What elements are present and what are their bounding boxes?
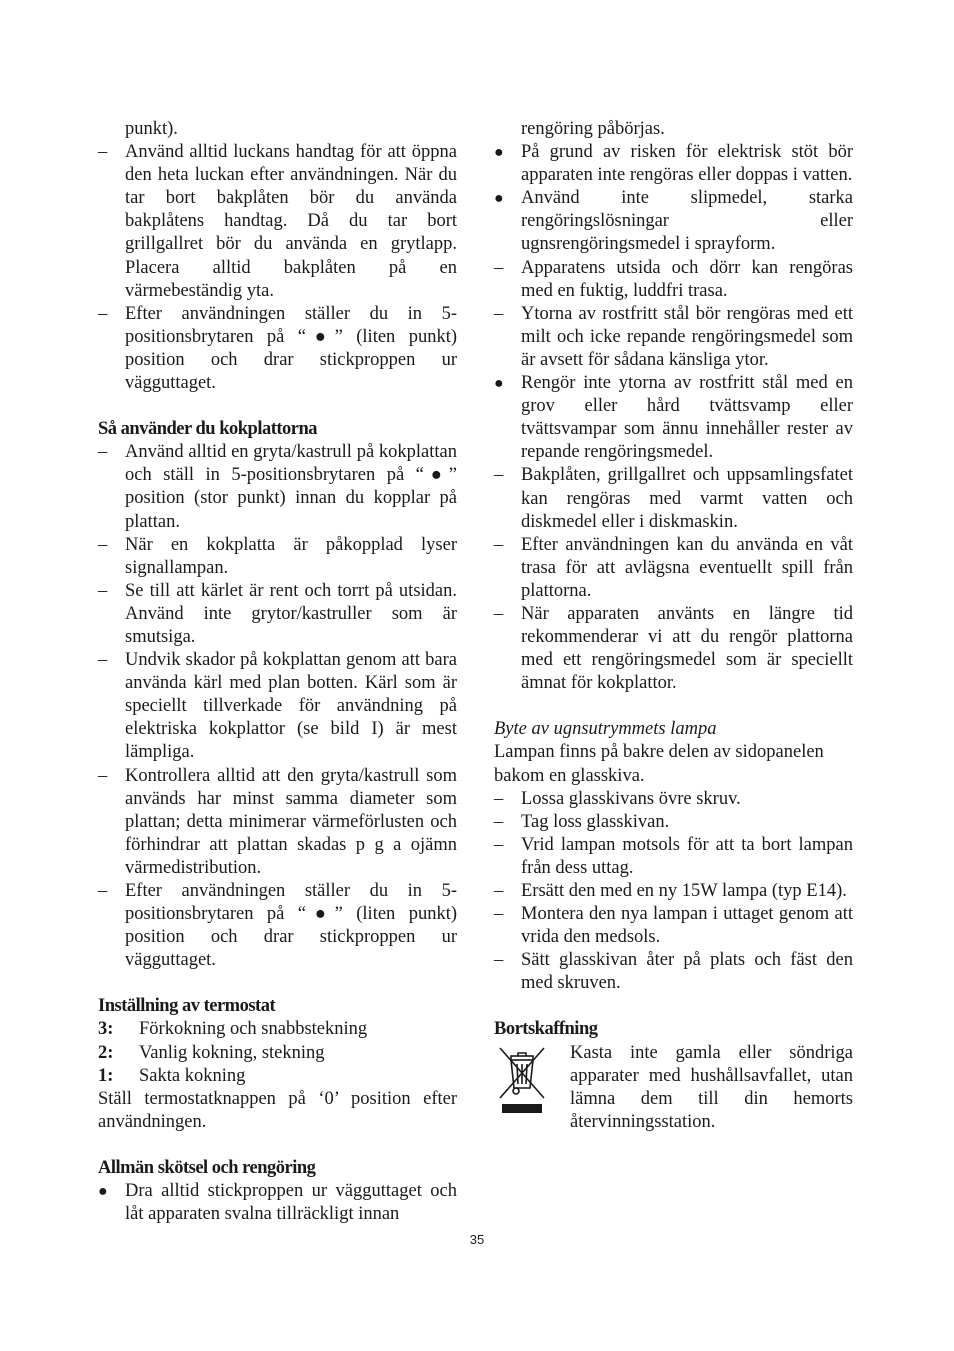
list-item-text: Ytorna av rostfritt stål bör rengöras med ett milt och icke repande rengöringsmedel som är avsett för sådana känsliga ytor.: [521, 303, 853, 370]
list-item-text: Efter användningen ställer du in 5-positionsbrytaren på “●” (liten punkt) position och drar stickproppen ur vägguttaget.: [125, 303, 457, 394]
continued-text: rengöring påbörjas.: [521, 119, 665, 139]
continued-text: punkt).: [125, 119, 178, 139]
dash-marker: –: [494, 834, 504, 855]
dash-marker: –: [494, 881, 504, 901]
list-item: [494, 788, 853, 811]
dash-marker: –: [98, 580, 108, 601]
list-item: [98, 880, 457, 972]
dash-marker: –: [494, 904, 504, 925]
dash-marker: –: [98, 142, 108, 163]
list-item-text: Kontrollera alltid att den gryta/kastrull som används har minst samma diameter som plattan; detta minimerar värmeförlusten och förhindrar att plattan skadas p g a ojämn värmedistribution.: [125, 765, 457, 878]
thermostat-setting: [98, 1065, 457, 1088]
list-item: [494, 187, 853, 256]
page-number: 35: [469, 1232, 485, 1247]
list-item: [494, 603, 853, 695]
setting-number: 3:: [98, 1019, 114, 1040]
list-item: [494, 372, 853, 464]
list-item-text: När apparaten använts en längre tid rekommenderar vi att du rengör plattorna med ett rengöringsmedel som är speciellt ämnat för kokplattor.: [521, 603, 853, 694]
dash-marker: –: [494, 257, 504, 278]
dash-marker: –: [494, 303, 504, 324]
thermostat-note: Ställ termostatknappen på ‘0’ position efter användningen.: [98, 1088, 457, 1132]
list-item: [98, 1180, 457, 1226]
disposal-text: Kasta inte gamla eller söndriga apparater med hushållsavfallet, utan lämna dem till din hemorts återvinningsstation.: [570, 1042, 853, 1132]
dash-marker: –: [494, 534, 504, 555]
list-item-text: Undvik skador på kokplattan genom att bara använda kärl med plan botten. Kärl som är speciellt tillverkade för användning på elektriska kokplattor (se bild I) är mest lämpliga.: [125, 650, 457, 763]
list-item: [98, 534, 457, 580]
setting-label: Förkokning och snabbstekning: [139, 1019, 368, 1040]
list-item-text: Apparatens utsida och dörr kan rengöras med en fuktig, luddfri trasa.: [521, 257, 853, 301]
setting-number: 2:: [98, 1042, 114, 1063]
list-item-text: Använd alltid luckans handtag för att öppna den heta luckan efter användningen. När du tar bort bakplåten bör du använda bakplåtens handtag. Då du tar bort grillgallret bör du använda en grytlapp. Placera alltid bakplåten på en värmebeständig yta.: [125, 142, 457, 301]
list-item: [494, 811, 853, 834]
thermostat-setting: [98, 1042, 457, 1065]
list-item-text: Sätt glasskivan åter på plats och fäst den med skruven.: [521, 950, 853, 994]
list-item-text: Montera den nya lampan i uttaget genom att vrida den medsols.: [521, 904, 853, 948]
list-item-text: Dra alltid stickproppen ur vägguttaget och låt apparaten svalna tillräckligt innan: [125, 1181, 457, 1225]
dash-marker: –: [494, 950, 504, 971]
section-heading-disposal: Bortskaffning: [494, 1019, 598, 1040]
list-item: [98, 580, 457, 649]
section-heading-lamp: Byte av ugnsutrymmets lampa: [494, 719, 717, 740]
list-item-text: När en kokplatta är påkopplad lyser signallampan.: [125, 534, 457, 578]
list-item: [494, 903, 853, 949]
list-item-text: Bakplåten, grillgallret och uppsamlingsfatet kan rengöras med varmt vatten och diskmedel eller i diskmaskin.: [521, 465, 853, 532]
dash-marker: –: [98, 534, 108, 555]
list-item: [98, 765, 457, 880]
list-item: [494, 464, 853, 533]
crossed-out-wheelie-bin-icon: [494, 1044, 550, 1116]
dash-marker: –: [494, 811, 504, 832]
dash-marker: –: [494, 603, 504, 624]
list-item: [98, 141, 457, 303]
list-item: [98, 303, 457, 395]
disposal-block: [494, 1042, 853, 1134]
list-item: [494, 834, 853, 880]
list-item-text: Tag loss glasskivan.: [521, 811, 670, 832]
bullet-marker: ●: [494, 144, 504, 162]
thermostat-setting: [98, 1018, 457, 1041]
list-item-text: Lossa glasskivans övre skruv.: [521, 788, 741, 809]
list-item-text: Ersätt den med en ny 15W lampa (typ E14).: [521, 881, 847, 901]
lamp-intro: Lampan finns på bakre delen av sidopanelen bakom en glasskiva.: [494, 742, 824, 786]
bullet-marker: ●: [98, 1183, 108, 1201]
bullet-marker: ●: [494, 375, 504, 393]
setting-number: 1:: [98, 1065, 114, 1086]
left-column: [98, 118, 457, 1226]
list-item-text: Använd inte slipmedel, starka rengöringslösningar eller ugnsrengöringsmedel i sprayform.: [521, 188, 853, 255]
dash-marker: –: [494, 788, 504, 809]
dash-marker: –: [98, 765, 108, 786]
list-item: [494, 949, 853, 995]
list-item-text: Rengör inte ytorna av rostfritt stål med en grov eller hård tvättsvamp eller tvättsvampar som ännu innehåller rester av repande rengöringsmedel.: [521, 373, 853, 463]
list-item: [494, 880, 853, 903]
continued-item: [494, 118, 853, 141]
dash-marker: –: [98, 881, 108, 901]
dash-marker: –: [98, 650, 108, 671]
list-item-text: Se till att kärlet är rent och torrt på utsidan. Använd inte grytor/kastruller som är smutsiga.: [125, 580, 457, 647]
bullet-marker: ●: [494, 190, 504, 208]
dash-marker: –: [494, 465, 504, 486]
dash-marker: –: [98, 442, 108, 463]
setting-label: Sakta kokning: [139, 1065, 246, 1086]
section-heading-care: Allmän skötsel och rengöring: [98, 1157, 316, 1178]
list-item-text: Efter användningen ställer du in 5-positionsbrytaren på “●” (liten punkt) position och drar stickproppen ur vägguttaget.: [125, 881, 457, 971]
list-item: [494, 534, 853, 603]
list-item-text: Använd alltid en gryta/kastrull på kokplattan och ställ in 5-positionsbrytaren på “●” position (stor punkt) innan du kopplar på plattan.: [125, 442, 457, 532]
list-item: [494, 303, 853, 372]
dash-marker: –: [98, 303, 108, 324]
list-item-text: Efter användningen kan du använda en våt trasa för att avlägsna eventuellt spill från plattorna.: [521, 534, 853, 601]
section-heading-thermostat: Inställning av termostat: [98, 996, 276, 1017]
right-column: [494, 118, 853, 1134]
setting-label: Vanlig kokning, stekning: [139, 1042, 325, 1063]
list-item: [98, 649, 457, 764]
continued-item: [98, 118, 457, 141]
list-item-text: På grund av risken för elektrisk stöt bör apparaten inte rengöras eller doppas i vatten.: [521, 142, 853, 186]
list-item-text: Vrid lampan motsols för att ta bort lampan från dess uttag.: [521, 834, 853, 878]
list-item: [98, 441, 457, 533]
list-item: [494, 141, 853, 187]
section-heading-hotplates: Så använder du kokplattorna: [98, 419, 318, 440]
list-item: [494, 257, 853, 303]
